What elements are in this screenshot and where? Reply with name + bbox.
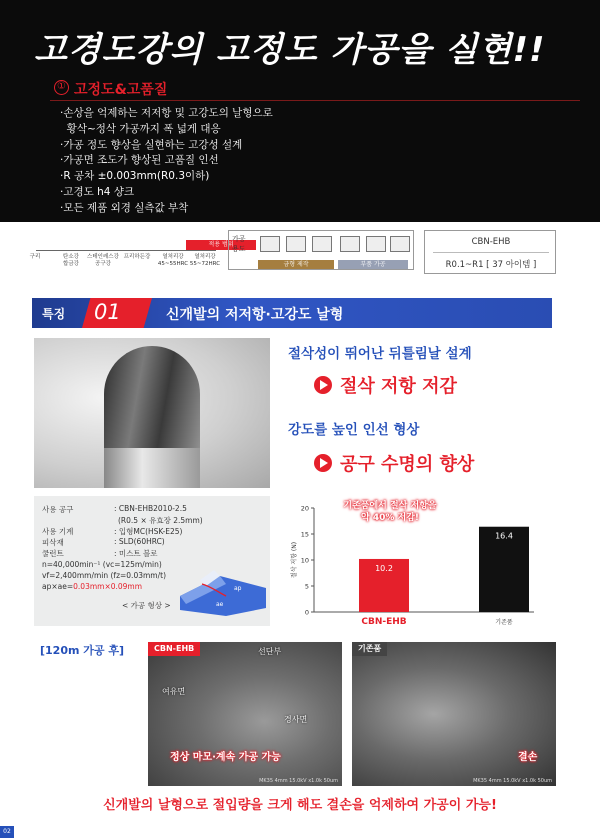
feature-list <box>60 106 273 217</box>
sem-result: 결손 <box>518 752 538 763</box>
chart-y-tick-label: 5 <box>304 582 309 591</box>
tag-parts: 부품 가공 <box>338 260 408 269</box>
chart-callout <box>316 500 464 524</box>
scale-label: 구리 <box>29 254 41 260</box>
material-scale <box>29 228 234 273</box>
list-item: ·손상을 억제하는 저저항 및 고강도의 날형으로 <box>60 107 273 119</box>
feature-point-answer: 절삭 저항 저감 <box>340 376 457 397</box>
scale-label: 열처리강 55~72HRC <box>189 254 221 267</box>
subheading-badge: ① <box>54 80 69 95</box>
workpiece-shape-icon <box>366 236 386 252</box>
feature-tag: 특징 <box>42 307 66 321</box>
condition-row <box>42 526 183 537</box>
condition-row <box>42 504 187 515</box>
chart-category-label: 기존품 <box>495 619 513 626</box>
depth-of-cut-value: 0.03mm×0.09mm <box>73 582 143 591</box>
workpiece-shape-icon <box>312 236 332 252</box>
play-arrow-icon <box>314 376 332 394</box>
depth-of-cut-label: ap×ae= <box>42 582 74 591</box>
sem-scale: MK35 4mm 15.0kV x1.0k 50um <box>259 778 338 784</box>
list-item: ·고경도 h4 샹크 <box>60 185 135 198</box>
range-badge: 적용 범위 <box>186 240 256 250</box>
divider <box>50 100 580 101</box>
scale-label: 프리하든강 <box>123 254 151 260</box>
chart-category-label: CBN-EHB <box>361 617 407 627</box>
list-item: 황삭~정삭 가공까지 폭 넓게 대응 <box>60 122 221 135</box>
feature-bar <box>32 298 552 328</box>
depth-of-cut <box>42 582 142 591</box>
model-name: CBN-EHB <box>471 237 511 247</box>
sem-annotation-rake: 경사면 <box>284 715 308 724</box>
header-banner <box>0 0 600 222</box>
subheading: 고정도&고품질 <box>74 82 168 98</box>
condition-label: 사용 기계 <box>42 527 74 536</box>
tool-photo <box>34 338 270 488</box>
sem-image-conventional <box>352 642 556 786</box>
conclusion: 신개발의 날형으로 절입량을 크게 해도 결손을 억제하여 가공이 가능! <box>103 798 497 813</box>
condition-value: : SLD(60HRC) <box>114 537 165 546</box>
chart-callout-line: 기존품에서 절삭 저항을 <box>343 501 437 511</box>
use-label: 가공 용도 <box>232 235 246 253</box>
condition-label: 쿨런트 <box>42 549 64 558</box>
chart-y-tick-label: 15 <box>300 530 309 539</box>
condition-label: 피삭재 <box>42 538 64 547</box>
feature-point-question: 강도를 높인 인선 형상 <box>288 422 420 438</box>
list-item: ·가공 정도 향상을 실현하는 고강성 설계 <box>60 138 243 151</box>
workpiece-shape-icon <box>260 236 280 252</box>
chart-y-label: 절삭 저항 (N) <box>291 541 298 579</box>
workpiece-shape-icon <box>390 236 410 252</box>
sem-image-cbn-ehb <box>148 642 342 786</box>
scale-label: 스테인레스강 공구강 <box>87 254 119 267</box>
model-range: R0.1~R1 [ 37 아이템 ] <box>445 260 537 270</box>
condition-value: : 미스트 블로 <box>114 549 158 558</box>
model-box <box>424 230 556 274</box>
chart-y-tick-label: 0 <box>304 608 309 617</box>
scale-label: 탄소강 합금강 <box>63 254 79 267</box>
sem-header: 기존품 <box>352 642 387 656</box>
sem-scale: MK35 4mm 15.0kV x1.0k 50um <box>473 778 552 784</box>
feature-point-answer: 공구 수명의 향상 <box>340 454 475 475</box>
sem-annotation-tip: 선단부 <box>258 647 282 656</box>
tag-mold: 금형 제작 <box>258 260 334 269</box>
list-item: ·가공면 조도가 향상된 고품질 인선 <box>60 154 219 167</box>
ae-label: ae <box>216 601 224 608</box>
workpiece-diagram <box>180 566 266 616</box>
workpiece-shape-icon <box>286 236 306 252</box>
page-title: 고경도강의 고정도 가공을 실현!! <box>34 30 546 70</box>
condition-label: 사용 공구 <box>42 505 74 514</box>
feature-title: 신개발의 저저항·고강도 날형 <box>166 307 344 323</box>
shape-label: < 가공 형상 > <box>122 601 171 610</box>
test-conditions <box>34 496 270 626</box>
sem-section-label: [120m 가공 후] <box>40 644 125 657</box>
feature-number: 01 <box>94 300 121 324</box>
scale-line <box>36 250 216 251</box>
chart-callout-line: 약 40% 저감! <box>361 513 419 523</box>
condition-row <box>42 548 158 559</box>
sem-annotation-flank: 여유면 <box>162 687 186 696</box>
feature-point-question: 절삭성이 뛰어난 뒤틀림날 설계 <box>288 346 472 362</box>
divider <box>433 252 549 253</box>
chart-y-tick-label: 10 <box>300 556 309 565</box>
condition-row <box>42 537 165 548</box>
page-number: 02 <box>0 826 14 838</box>
feed-rate: vf=2,400mm/min (fz=0.03mm/t) <box>42 571 166 580</box>
workpiece-shape-icon <box>340 236 360 252</box>
condition-value: : CBN-EHB2010-2.5 <box>114 504 187 513</box>
list-item: ·R 공차 ±0.003mm(R0.3이하) <box>60 170 210 183</box>
chart-y-tick-label: 20 <box>300 504 309 513</box>
sem-result: 정상 마모·계속 가공 가능 <box>170 752 281 763</box>
scale-label: 열처리강 45~55HRC <box>157 254 189 267</box>
sem-header: CBN-EHB <box>148 642 200 656</box>
ap-label: ap <box>234 585 242 592</box>
condition-value: (R0.5 × 유효장 2.5mm) <box>118 516 203 525</box>
play-arrow-icon <box>314 454 332 472</box>
tool-shank-image <box>104 448 200 488</box>
list-item: ·모든 제품 외경 실측값 부착 <box>60 201 189 214</box>
spindle-speed: n=40,000min⁻¹ (vc=125m/min) <box>42 560 162 569</box>
condition-value: : 입형MC(HSK-E25) <box>114 527 183 536</box>
chart-data-label: 16.4 <box>495 531 513 541</box>
chart-data-label: 10.2 <box>375 563 393 573</box>
